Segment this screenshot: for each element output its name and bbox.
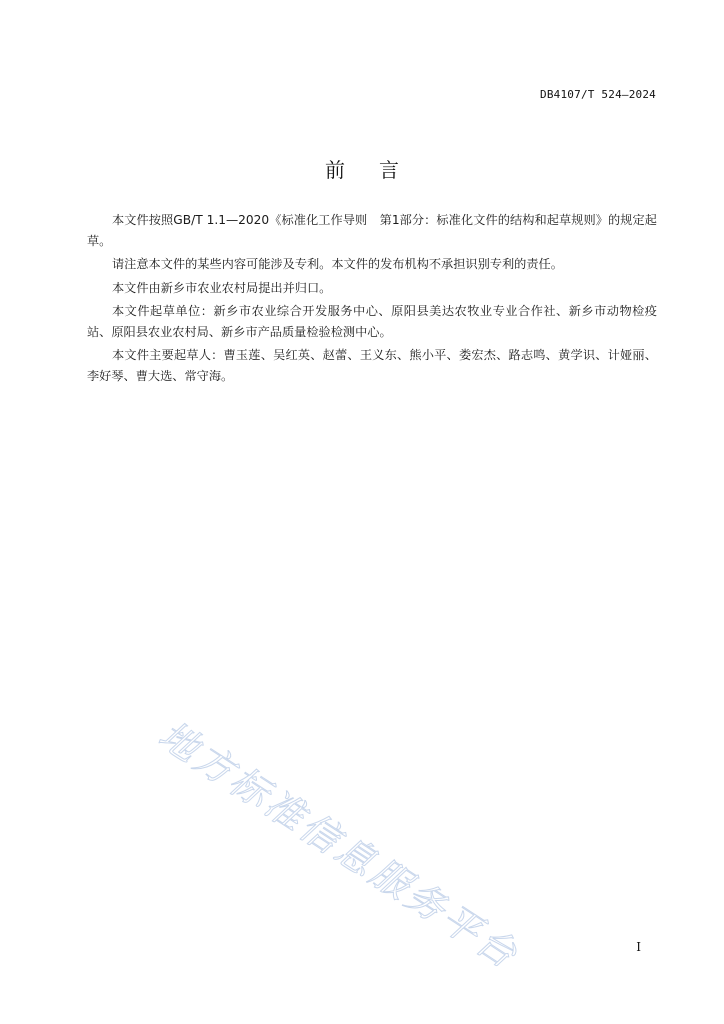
paragraph-patent-notice: 请注意本文件的某些内容可能涉及专利。本文件的发布机构不承担识别专利的责任。 bbox=[112, 257, 563, 271]
paragraph-proposer: 本文件由新乡市农业农村局提出并归口。 bbox=[112, 280, 332, 295]
watermark: 地方标准信息服务平台 bbox=[151, 712, 528, 979]
document-code: DB4107/T 524—2024 bbox=[540, 88, 656, 101]
page-title: 前言 bbox=[325, 158, 433, 182]
paragraph-drafting-units: 本文件起草单位：新乡市农业综合开发服务中心、原阳县美达农牧业专业合作社、新乡市动物检疫站、原阳县农业农村局、新乡市产品质量检验检测中心。 bbox=[87, 304, 657, 339]
paragraph-drafters: 本文件主要起草人：曹玉莲、吴红英、赵蕾、王义东、熊小平、娄宏杰、路志鸣、黄学识、计娅丽、李好琴、曹大选、常守海。 bbox=[87, 348, 657, 383]
preface-body bbox=[87, 210, 657, 389]
page-number: I bbox=[636, 940, 641, 954]
paragraph-drafting-rules: 本文件按照GB/T 1.1—2020《标准化工作导则 第1部分：标准化文件的结构和起草规则》的规定起草。 bbox=[87, 213, 657, 248]
